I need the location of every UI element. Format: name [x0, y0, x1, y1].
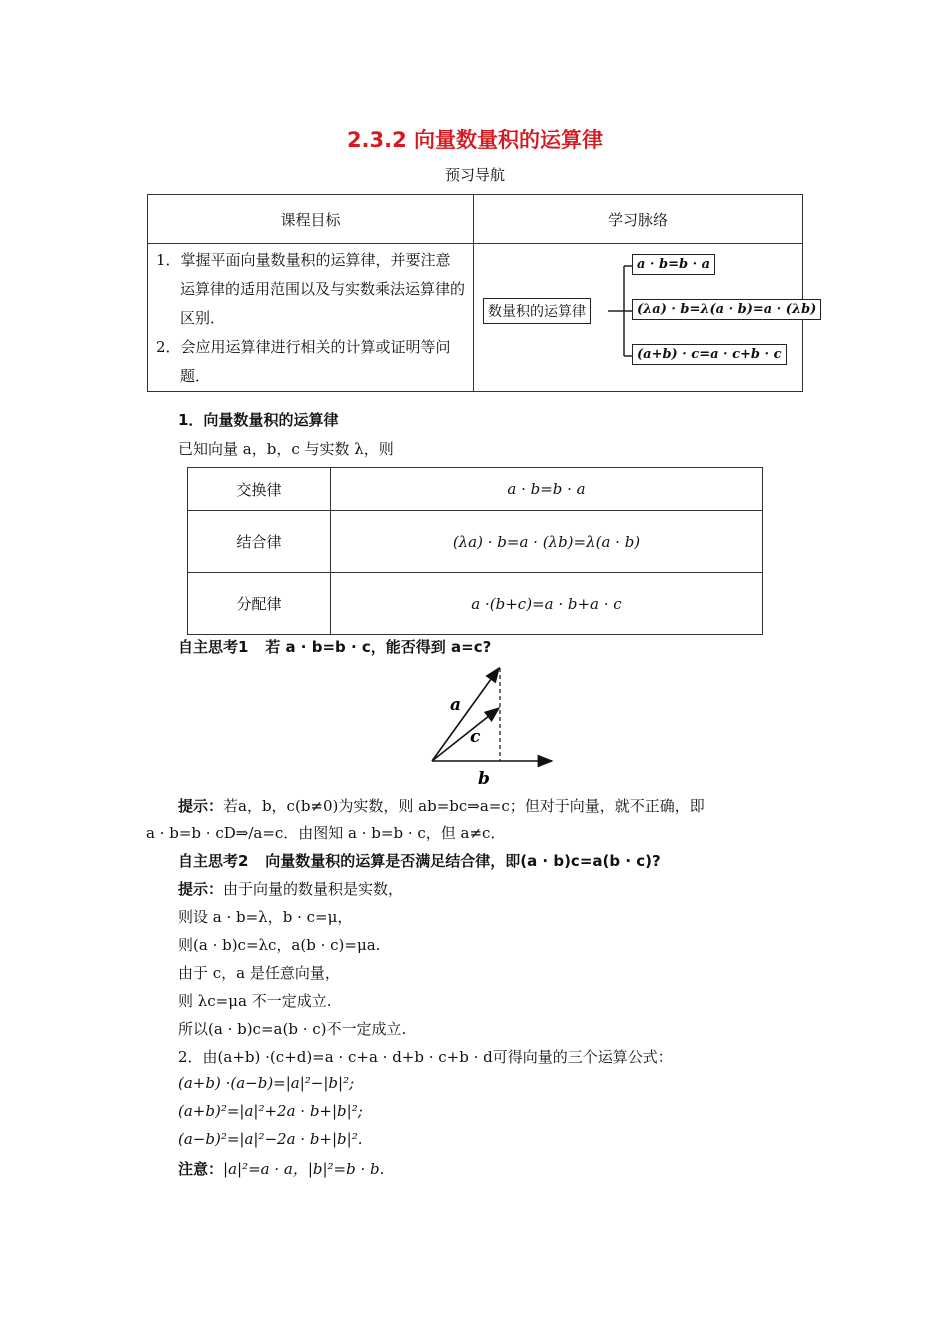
think2-label: 自主思考2: [178, 852, 249, 870]
think2-line: 则(a · b)c=λc，a(b · c)=μa.: [178, 936, 381, 954]
law-name: 交换律: [188, 468, 331, 511]
map-branch-2: (λa) · b=λ(a · b)=a · (λb): [632, 299, 821, 320]
section1-heading: 1．向量数量积的运算律: [178, 411, 339, 429]
label-b: b: [478, 769, 490, 789]
think2-hint-line: [178, 878, 403, 899]
section1-intro: 已知向量 a，b，c 与实数 λ，则: [178, 440, 394, 458]
think2-line: 则 λc=μa 不一定成立.: [178, 992, 332, 1010]
think1-hint-line2: a · b=b · cD⇒/a=c．由图知 a · b=b · c，但 a≠c．: [146, 824, 506, 842]
think2-question: 向量数量积的运算是否满足结合律，即(a · b)c=a(b · c)?: [265, 852, 661, 870]
formula-line: (a−b)²=|a|²−2a · b+|b|².: [178, 1130, 363, 1148]
think2-question-line: [178, 850, 661, 871]
vector-figure: [420, 660, 570, 790]
page-title: 2.3.2 向量数量积的运算律: [346, 128, 604, 152]
law-name: 分配律: [188, 573, 331, 635]
label-a: a: [450, 695, 462, 715]
note-label: 注意：: [178, 1160, 224, 1178]
page-subtitle: 预习导航: [444, 166, 505, 184]
law-row: [188, 468, 763, 511]
law-row: [188, 511, 763, 573]
think1-hint-label: 提示：: [178, 797, 224, 815]
section2-intro: 2．由(a+b) ·(c+d)=a · c+a · d+b · c+b · d可得向量的三个运算公式：: [178, 1048, 673, 1066]
law-name: 结合律: [188, 511, 331, 573]
goal-item-2: 2．会应用运算律进行相关的计算或证明等问题．: [156, 338, 451, 385]
formula-line: (a+b)²=|a|²+2a · b+|b|²;: [178, 1102, 363, 1120]
think2-line: 由于 c，a 是任意向量，: [178, 964, 340, 982]
think1-question-line: [178, 636, 491, 657]
label-c: c: [470, 727, 481, 747]
map-branch-1: a · b=b · a: [632, 254, 715, 275]
note-text: |a|²=a · a，|b|²=b · b.: [223, 1160, 385, 1178]
think1-hint-text1: 若a，b，c(b≠0)为实数，则 ab=bc⇒a=c；但对于向量，就不正确，即: [223, 797, 705, 815]
map-cell: [474, 244, 817, 392]
map-root: 数量积的运算律: [483, 298, 591, 324]
think2-line: 则设 a · b=λ，b · c=μ，: [178, 908, 353, 926]
think1-hint-line1: [178, 795, 705, 816]
law-expr: a ·(b+c)=a · b+a · c: [331, 573, 763, 635]
goal-item-1: 1．掌握平面向量数量积的运算律，并要注意运算律的适用范围以及与实数乘法运算律的区别．: [156, 251, 466, 327]
think1-question: 若 a · b=b · c，能否得到 a=c?: [265, 638, 492, 656]
think2-hint-label: 提示：: [178, 880, 224, 898]
nav-header-goals: 课程目标: [148, 195, 474, 244]
nav-header-map: 学习脉络: [474, 195, 803, 244]
goals-cell: [148, 244, 474, 392]
think2-line: 所以(a · b)c=a(b · c)不一定成立.: [178, 1020, 407, 1038]
law-expr: a · b=b · a: [331, 468, 763, 511]
law-expr: (λa) · b=a · (λb)=λ(a · b): [331, 511, 763, 573]
vector-c-arrow: [432, 708, 499, 761]
formula-line: (a+b) ·(a−b)=|a|²−|b|²;: [178, 1074, 355, 1092]
think2-line: 由于向量的数量积是实数，: [223, 880, 404, 898]
map-branch-3: (a+b) · c=a · c+b · c: [632, 344, 787, 365]
laws-table: [187, 467, 763, 635]
think1-label: 自主思考1: [178, 638, 249, 656]
preview-nav-table: [147, 194, 817, 392]
vector-a-arrow: [432, 668, 499, 761]
note-line: [178, 1158, 384, 1179]
law-row: [188, 573, 763, 635]
